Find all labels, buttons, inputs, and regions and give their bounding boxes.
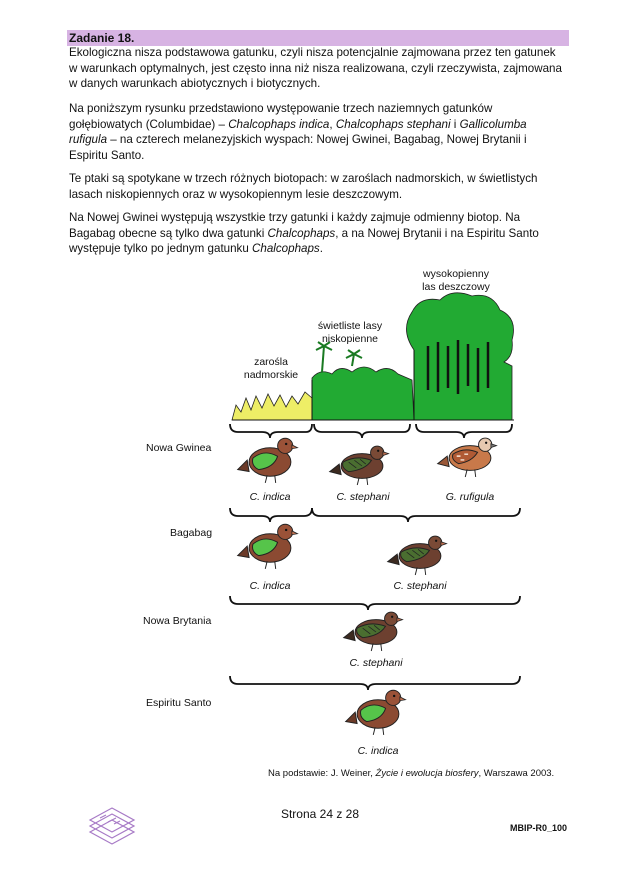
bird-ng-rufigula: [438, 438, 497, 477]
task-title: Zadanie 18.: [67, 30, 569, 46]
island-label-bagabag: Bagabag: [170, 527, 213, 539]
palm-tree-2: [346, 350, 362, 366]
rainforest: [406, 293, 513, 420]
paragraph-biotopes: Te ptaki są spotykane w trzech różnych biotopach: w zaroślach nadmorskich, w świetlistych lasach niskopiennych oraz w wysokopiennym lesie deszczowym.: [69, 172, 538, 201]
species-label-ng-stephani: C. stephani: [336, 491, 390, 503]
page-number: Strona 24 z 28: [280, 807, 360, 821]
bird-ng-stephani: [330, 446, 389, 485]
coastal-shrub: [232, 392, 312, 420]
species-label-ng-rufigula: G. rufigula: [445, 491, 495, 503]
island-label-espiritu-santo: Espiritu Santo: [146, 697, 212, 709]
paragraph-niche-definition: Ekologiczna nisza podstawowa gatunku, czyli nisza potencjalnie zajmowana przez ten gatunek w warunkach optymalnych, jest często inna niż nisza realizowana, czyli rzeczywista, zajmowana w danych warunkach abiotycznych i biotycznych.: [69, 46, 562, 91]
brace-new-britain: [230, 676, 520, 690]
brace-ng-under-indica: [230, 508, 312, 522]
island-label-new-britain: Nowa Brytania: [143, 615, 212, 627]
brace-ng-rufigula: [416, 424, 512, 438]
biotope-label-coastal: zarośla nadmorskie: [243, 356, 299, 381]
palm-tree-1: [316, 342, 332, 372]
brace-ng-under-rest: [312, 508, 520, 522]
island-label-new-guinea: Nowa Gwinea: [146, 442, 212, 454]
bird-bagabag-indica: [238, 524, 298, 569]
bird-es-indica: [346, 690, 406, 735]
species-label-ng-indica: C. indica: [249, 491, 291, 503]
bird-nb-stephani: [344, 612, 403, 651]
bird-ng-indica: [238, 438, 298, 483]
paragraph-distribution: Na Nowej Gwinei występują wszystkie trzy gatunki i każdy zajmuje odmienny biotop. Na Bagabag obecne są tylko dwa gatunki Chalcophaps, a na Nowej Brytanii i na Espiritu Santo występuje tylko po jednym gatunku Chalcophaps.: [69, 211, 539, 256]
biotope-label-light-forest: świetliste lasy niskopienne: [317, 320, 383, 345]
light-forest: [312, 367, 414, 420]
species-label-bagabag-indica: C. indica: [249, 580, 291, 592]
bird-bagabag-stephani: [388, 536, 447, 575]
species-label-es-indica: C. indica: [357, 745, 399, 757]
source-citation: Na podstawie: J. Weiner, Życie i ewolucja biosfery, Warszawa 2003.: [268, 768, 555, 779]
rainforest-trunks: [428, 340, 488, 394]
species-label-bagabag-stephani: C. stephani: [393, 580, 447, 592]
species-label-nb-stephani: C. stephani: [349, 657, 403, 669]
biotope-label-rainforest: wysokopienny las deszczowy: [422, 268, 490, 293]
exam-code: MBIP-R0_100: [510, 823, 568, 833]
paragraph-species-intro: Na poniższym rysunku przedstawiono występowanie trzech naziemnych gatunków gołębiowatych (Columbidae) – Chalcophaps indica, Chalcophaps stephani i Gallicolumba rufigula – na czterech melanezyjskich wyspach: Nowej Gwinei, Bagabag, Nowej Brytanii i Espiritu Santo.: [69, 102, 527, 162]
brace-ng-indica: [230, 424, 312, 438]
brace-bagabag: [230, 596, 520, 610]
brace-ng-stephani: [314, 424, 410, 438]
